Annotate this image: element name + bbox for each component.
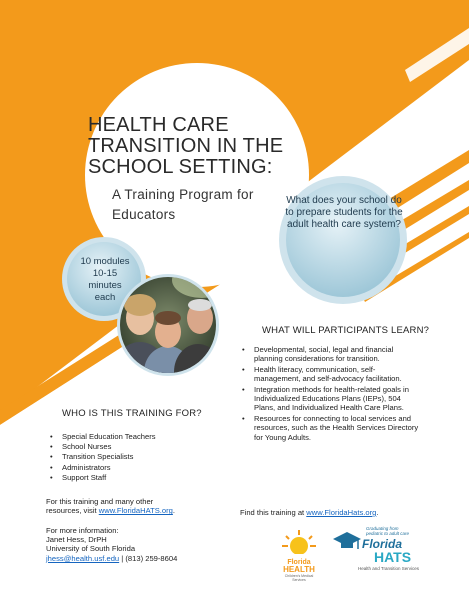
florida-health-line3: Children's Medical Services — [284, 574, 314, 582]
graduation-cap-icon — [332, 530, 362, 552]
hats-tagline1: Graduating from — [366, 526, 399, 531]
who-item: • Transition Specialists — [48, 452, 218, 462]
sun-icon — [280, 528, 318, 554]
hats-sub: Health and Transition Services — [358, 566, 420, 571]
resources-prefix: resources, visit — [46, 506, 99, 516]
resources-line2 — [46, 506, 236, 515]
hats-tagline2: pediatric to adult care — [366, 531, 410, 536]
question-circle-text: What does your school do to prepare students for the adult health care system? — [285, 195, 403, 231]
contact-phone: (813) 259-8604 — [125, 553, 178, 563]
who-item: • Special Education Teachers — [48, 432, 218, 442]
resources-link[interactable]: www.FloridaHATS.org — [98, 506, 173, 516]
find-training-prefix: Find this training at — [240, 508, 307, 517]
learn-item: • Resources for connecting to local services and resources, such as the Health Services Directory for Young Adults. — [240, 414, 420, 442]
page-title: HEALTH CARE TRANSITION IN THE SCHOOL SETTING: — [88, 114, 284, 178]
contact-line — [46, 554, 246, 563]
contact-org: University of South Florida — [46, 544, 136, 554]
contact-heading: For more information: — [46, 526, 119, 535]
resources-line1: For this training and many other — [46, 497, 154, 506]
learn-heading: WHAT WILL PARTICIPANTS LEARN? — [262, 325, 430, 336]
contact-separator: | — [121, 553, 124, 563]
who-item: • Administrators — [48, 463, 218, 473]
hats-name2: HATS — [374, 549, 412, 565]
contact-email-link[interactable]: jhess@health.usf.edu — [46, 553, 120, 563]
contact-block — [46, 526, 246, 563]
florida-hats-link[interactable]: www.FloridaHats.org — [306, 508, 377, 517]
learn-list — [240, 345, 420, 443]
who-item: • School Nurses — [48, 442, 218, 452]
florida-hats-logo — [332, 526, 442, 578]
contact-name: Janet Hess, DrPH — [46, 535, 107, 545]
find-training-suffix: . — [376, 508, 379, 517]
modules-circle-text: 10 modules 10-15 minutes each — [80, 256, 130, 303]
florida-health-line2: HEALTH — [283, 565, 315, 574]
learn-item: • Integration methods for health-related goals in Individualized Educations Plans (IEPs), 504 Plans, and Individualized Health Care Plans. — [240, 385, 420, 413]
who-list — [48, 432, 218, 483]
florida-health-line1: Florida — [287, 559, 311, 566]
hats-tagline — [366, 526, 409, 536]
learn-item: • Health literacy, communication, self-management, and self-advocacy facilitation. — [240, 365, 420, 384]
who-heading: WHO IS THIS TRAINING FOR? — [62, 408, 202, 419]
find-training-line — [240, 508, 378, 517]
who-item: • Support Staff — [48, 473, 218, 483]
resources-suffix: . — [172, 506, 176, 516]
florida-health-logo — [280, 528, 318, 582]
page-subtitle: A Training Program for Educators — [112, 187, 254, 222]
hats-name1: Florida — [362, 537, 403, 551]
learn-item: • Developmental, social, legal and financial planning considerations for transition. — [240, 345, 420, 364]
resources-block — [46, 497, 236, 515]
